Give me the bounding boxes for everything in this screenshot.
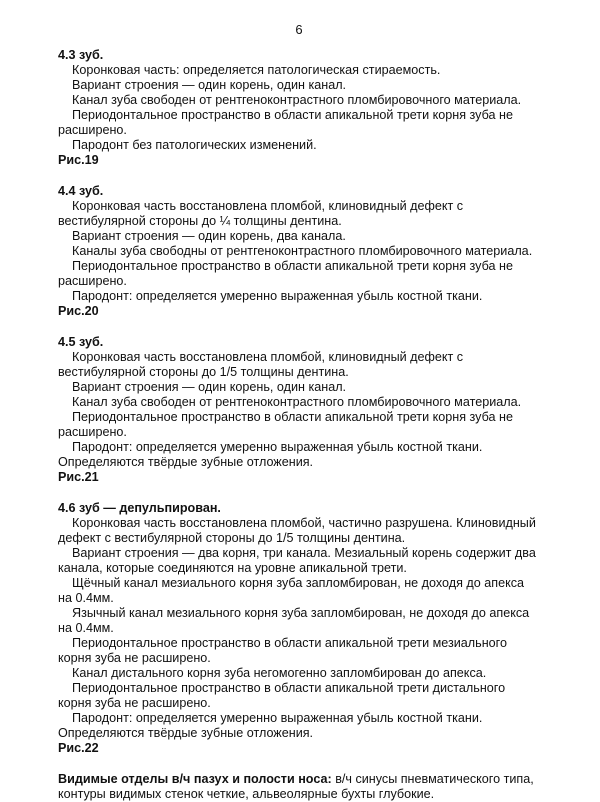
section-paragraph: Пародонт: определяется умеренно выраженная убыль костной ткани. (72, 440, 483, 454)
section-heading: 4.3 зуб. (58, 48, 104, 62)
section-heading: 4.4 зуб. (58, 184, 104, 198)
section-paragraph: Каналы зуба свободны от рентгеноконтрастного пломбировочного материала. (72, 244, 533, 258)
section-paragraph: Пародонт: определяется умеренно выраженная убыль костной ткани. (72, 711, 483, 725)
section-paragraph: Щёчный канал мезиального корня зуба запломбирован, не доходя до апекса на 0.4мм. (58, 576, 525, 605)
tooth-section-4-6 (58, 501, 540, 756)
page-number: 6 (295, 22, 303, 37)
section-paragraph: Коронковая часть: определяется патологическая стираемость. (72, 63, 441, 77)
sinus-description (58, 772, 540, 802)
section-note: Определяются твёрдые зубные отложения. (58, 726, 314, 740)
section-paragraph: Вариант строения — два корня, три канала. Мезиальный корень содержит два канала, которые соединяются на уровне апикальной трети. (58, 546, 536, 575)
section-paragraph: Канал дистального корня зуба негомогенно запломбирован до апекса. (72, 666, 487, 680)
section-paragraph: Коронковая часть восстановлена пломбой, частично разрушена. Клиновидный дефект с вестибулярной стороны до 1/5 толщины дентина. (58, 516, 536, 545)
section-paragraph: Коронковая часть восстановлена пломбой, клиновидный дефект с вестибулярной стороны до 1/5 толщины дентина. (58, 350, 464, 379)
figure-reference: Рис.19 (58, 153, 99, 167)
section-paragraph: Периодонтальное пространство в области апикальной трети мезиального корня зуба не расширено. (58, 636, 507, 665)
section-note: Определяются твёрдые зубные отложения. (58, 455, 314, 469)
section-paragraph: Пародонт: определяется умеренно выраженная убыль костной ткани. (72, 289, 483, 303)
section-paragraph: Вариант строения — один корень, один канал. (72, 78, 347, 92)
sinus-description-label: Видимые отделы в/ч пазух и полости носа: (58, 772, 332, 786)
section-heading: 4.6 зуб — депульпирован. (58, 501, 221, 515)
section-paragraph: Коронковая часть восстановлена пломбой, клиновидный дефект с вестибулярной стороны до ¼ толщины дентина. (58, 199, 464, 228)
tooth-section-4-3 (58, 48, 540, 168)
section-paragraph: Вариант строения — один корень, один канал. (72, 380, 347, 394)
section-heading: 4.5 зуб. (58, 335, 104, 349)
section-paragraph: Вариант строения — один корень, два канала. (72, 229, 346, 243)
figure-reference: Рис.20 (58, 304, 99, 318)
figure-reference: Рис.22 (58, 741, 99, 755)
section-paragraph: Пародонт без патологических изменений. (72, 138, 317, 152)
section-paragraph: Язычный канал мезиального корня зуба запломбирован, не доходя до апекса на 0.4мм. (58, 606, 530, 635)
section-paragraph: Канал зуба свободен от рентгеноконтрастного пломбировочного материала. (72, 93, 522, 107)
figure-reference: Рис.21 (58, 470, 99, 484)
section-paragraph: Периодонтальное пространство в области апикальной трети корня зуба не расширено. (58, 259, 513, 288)
section-paragraph: Периодонтальное пространство в области апикальной трети корня зуба не расширено. (58, 108, 513, 137)
section-paragraph: Периодонтальное пространство в области апикальной трети корня зуба не расширено. (58, 410, 513, 439)
sinus-description-text: в/ч синусы пневматического типа, контуры видимых стенок четкие, альвеолярные бухты глубокие. (58, 772, 534, 801)
section-paragraph: Периодонтальное пространство в области апикальной трети дистального корня зуба не расширено. (58, 681, 506, 710)
section-paragraph: Канал зуба свободен от рентгеноконтрастного пломбировочного материала. (72, 395, 522, 409)
tooth-section-4-4 (58, 184, 540, 319)
tooth-section-4-5 (58, 335, 540, 485)
